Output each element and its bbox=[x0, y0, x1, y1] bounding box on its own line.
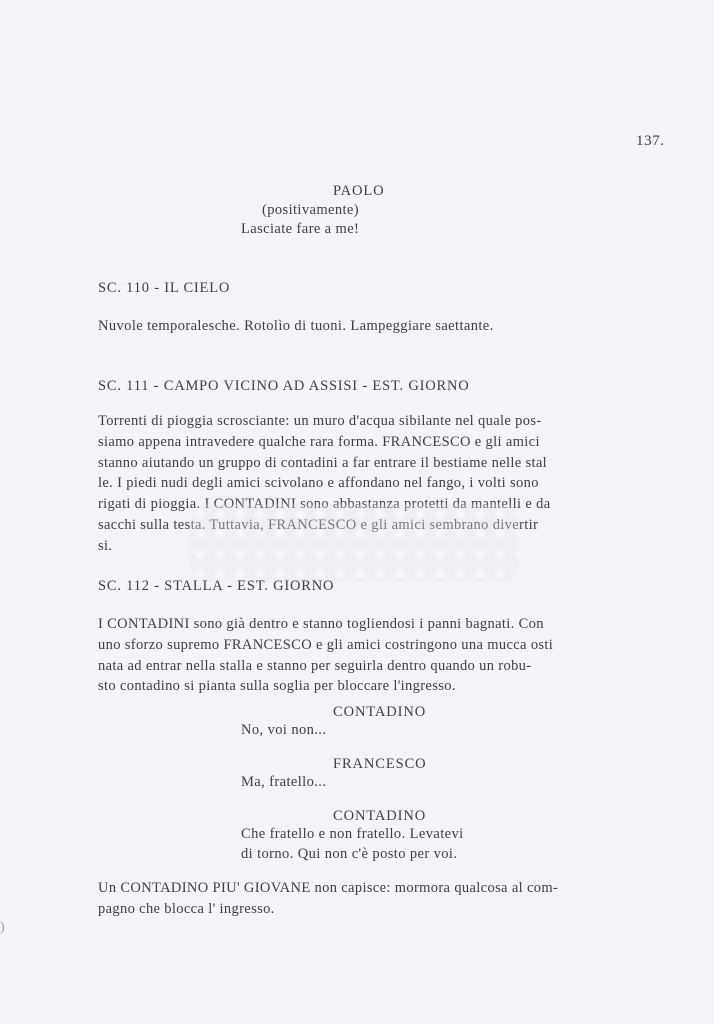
watermark bbox=[190, 504, 520, 582]
action-line: sacchi sulla testa. Tuttavia, FRANCESCO e gli amici sembrano divertir bbox=[98, 516, 539, 533]
speaker-paolo: PAOLO bbox=[333, 183, 385, 199]
dialogue-line: Che fratello e non fratello. Levatevi bbox=[241, 826, 464, 842]
speaker-francesco: FRANCESCO bbox=[333, 756, 427, 772]
scene-heading-111: SC. 111 - CAMPO VICINO AD ASSISI - EST. GIORNO bbox=[98, 378, 470, 394]
dialogue-line: di torno. Qui non c'è posto per voi. bbox=[241, 846, 458, 862]
action-line: uno sforzo supremo FRANCESCO e gli amici costringono una mucca osti bbox=[98, 636, 554, 653]
action-line: Torrenti di pioggia scrosciante: un muro d'acqua sibilante nel quale pos- bbox=[98, 413, 542, 429]
action-line: stanno aiutando un gruppo di contadini a far entrare il bestiame nelle stal bbox=[98, 454, 548, 471]
action-line: Un CONTADINO PIU' GIOVANE non capisce: mormora qualcosa al com- bbox=[98, 880, 559, 896]
page-number: 137. bbox=[636, 133, 665, 149]
dialogue-line: Ma, fratello... bbox=[241, 774, 327, 790]
action-line: rigati di pioggia. I CONTADINI sono abbastanza protetti da mantelli e da bbox=[98, 496, 551, 513]
scene-heading-112: SC. 112 - STALLA - EST. GIORNO bbox=[98, 578, 335, 594]
action-line: pagno che blocca l' ingresso. bbox=[98, 900, 275, 917]
stage-direction: (positivamente) bbox=[262, 202, 360, 218]
action-line: siamo appena intravedere qualche rara forma. FRANCESCO e gli amici bbox=[98, 433, 540, 450]
action-line: sto contadino si pianta sulla soglia per bloccare l'ingresso. bbox=[98, 678, 456, 695]
scene-heading-110: SC. 110 - IL CIELO bbox=[98, 280, 231, 296]
margin-bracket-mark: ) bbox=[0, 920, 5, 935]
action-line: I CONTADINI sono già dentro e stanno togliendosi i panni bagnati. Con bbox=[98, 616, 544, 632]
action-line: nata ad entrar nella stalla e stanno per seguirla dentro quando un robu- bbox=[98, 657, 532, 674]
speaker-contadino: CONTADINO bbox=[333, 808, 427, 824]
action-paragraph-final bbox=[98, 878, 658, 920]
dialogue-line: No, voi non... bbox=[241, 722, 327, 738]
action-line: si. bbox=[98, 537, 113, 554]
action-text: Nuvole temporalesche. Rotolìo di tuoni. Lampeggiare saettante. bbox=[98, 318, 494, 334]
action-paragraph-112 bbox=[98, 614, 658, 697]
speaker-contadino: CONTADINO bbox=[333, 704, 427, 720]
dialogue-line: Lasciate fare a me! bbox=[241, 221, 360, 237]
action-line: le. I piedi nudi degli amici scivolano e affondano nel fango, i volti sono bbox=[98, 475, 539, 492]
